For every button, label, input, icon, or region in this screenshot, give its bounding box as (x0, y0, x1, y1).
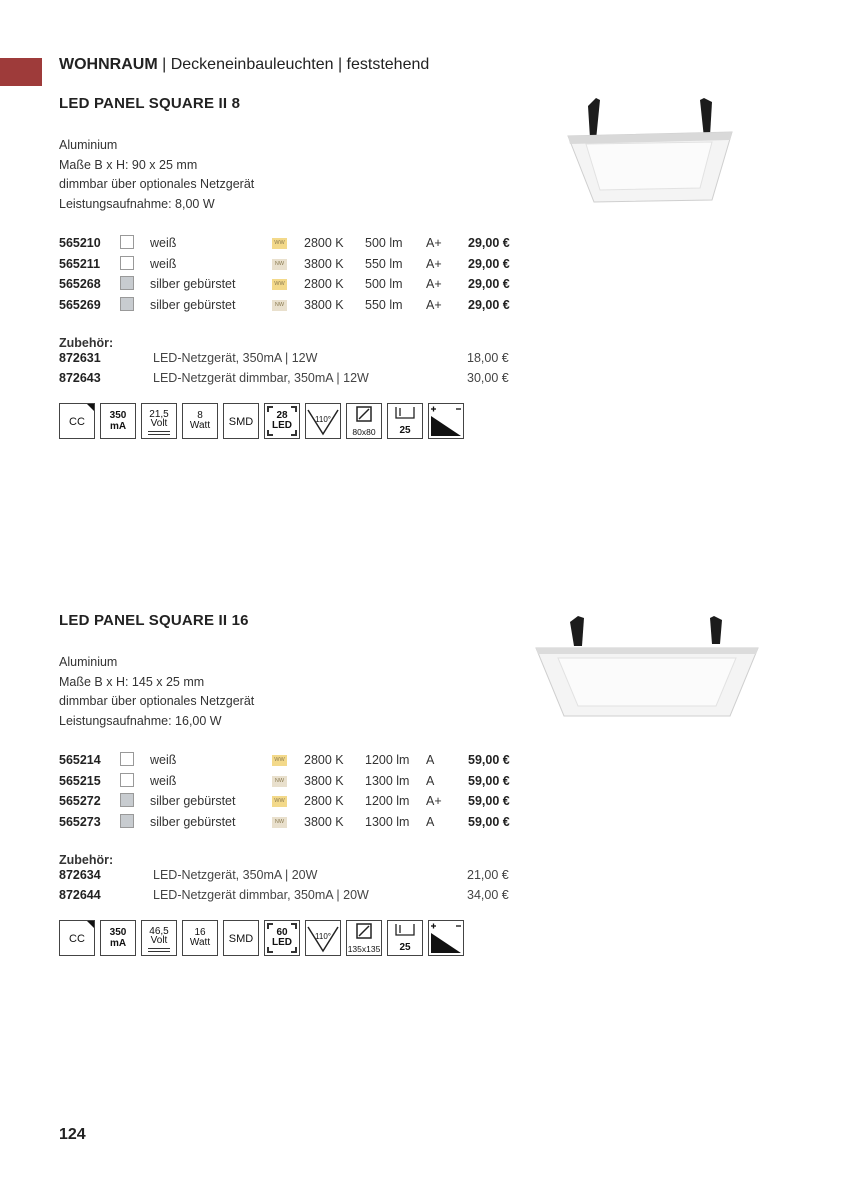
product-properties (59, 653, 779, 731)
energy-class: A+ (426, 236, 442, 250)
beam-lines-icon (306, 921, 340, 955)
luminous-flux: 1300 lm (365, 773, 410, 788)
color-temperature: 3800 K (304, 773, 344, 788)
price: 59,00 € (468, 794, 510, 808)
color-temperature: 3800 K (304, 814, 344, 829)
article-number: 565215 (59, 773, 101, 788)
beam-angle-icon (305, 920, 341, 956)
price: 29,00 € (468, 297, 510, 312)
accessory-price: 30,00 € (467, 370, 509, 385)
variant-row (59, 813, 779, 834)
article-number: 565272 (59, 794, 101, 808)
energy-class: A (426, 773, 435, 788)
color-swatch (120, 814, 134, 828)
accessory-price: 21,00 € (467, 868, 509, 882)
product-properties (59, 136, 779, 214)
icon-unit: LED (272, 937, 292, 948)
energy-class: A+ (426, 794, 442, 808)
accessory-article: 872631 (59, 351, 101, 365)
variant-row (59, 234, 779, 255)
dc-line-icon (148, 948, 170, 949)
price: 59,00 € (468, 773, 510, 788)
corner-mark-icon (291, 947, 297, 953)
page-header (59, 56, 429, 74)
cutout-icon (346, 403, 382, 439)
price: 59,00 € (468, 814, 510, 829)
icon-unit: mA (109, 938, 127, 949)
corner-mark-icon (267, 406, 273, 412)
luminous-flux: 1200 lm (365, 753, 410, 767)
color-name: silber gebürstet (150, 297, 236, 312)
accessory-article: 872634 (59, 868, 101, 882)
article-number: 565273 (59, 814, 101, 829)
accessory-row (59, 887, 779, 907)
property-line: Maße B x H: 90 x 25 mm (59, 157, 198, 172)
light-color-badge: WW (272, 796, 287, 807)
product-title: LED PANEL SQUARE II 16 (59, 612, 249, 629)
luminous-flux: 1300 lm (365, 814, 410, 829)
property-line: Aluminium (59, 138, 118, 152)
article-number: 565268 (59, 277, 101, 291)
spec-icons (59, 920, 779, 960)
installation-depth-icon (387, 920, 423, 956)
cutout-icon (346, 920, 382, 956)
icon-value: 16 (194, 927, 206, 938)
cutout-saw-icon (347, 921, 381, 941)
light-color-badge: NW (272, 776, 287, 787)
accessories-title: Zubehör: (59, 336, 114, 350)
color-swatch (120, 256, 134, 270)
color-name: weiß (150, 773, 177, 788)
variant-row (59, 255, 779, 276)
property-line: dimmbar über optionales Netzgerät (59, 694, 255, 708)
constant-current-icon (59, 403, 95, 439)
color-temperature: 2800 K (304, 277, 344, 291)
accessory-article: 872643 (59, 370, 101, 385)
energy-class: A+ (426, 256, 442, 271)
accessory-row (59, 370, 779, 390)
product-section (59, 95, 779, 443)
icon-value: 350 (109, 927, 127, 938)
color-name: silber gebürstet (150, 794, 236, 808)
color-name: silber gebürstet (150, 277, 236, 291)
accessory-price: 18,00 € (467, 351, 509, 365)
luminous-flux: 550 lm (365, 256, 403, 271)
icon-value: 28 (276, 410, 288, 421)
corner-mark-icon (291, 430, 297, 436)
color-swatch (120, 297, 134, 311)
depth-bracket-icon (388, 404, 422, 424)
property-line: Maße B x H: 145 x 25 mm (59, 674, 205, 689)
icon-label: CC (69, 416, 85, 428)
luminous-flux: 500 lm (365, 236, 403, 250)
color-swatch (120, 793, 134, 807)
property-line: Aluminium (59, 655, 118, 669)
led-count-icon (264, 920, 300, 956)
icon-value: 135x135 (347, 944, 381, 954)
variant-table (59, 751, 779, 833)
variant-row (59, 792, 779, 813)
variant-table (59, 234, 779, 316)
beam-lines-icon (306, 404, 340, 438)
icon-unit: Watt (189, 937, 211, 948)
voltage-icon (141, 403, 177, 439)
article-number: 565269 (59, 297, 101, 312)
corner-mark-icon (291, 923, 297, 929)
article-number: 565214 (59, 753, 101, 767)
icon-value: 25 (399, 425, 411, 436)
wattage-icon (182, 920, 218, 956)
cutout-saw-icon (347, 404, 381, 424)
icon-unit: LED (272, 420, 292, 431)
energy-class: A (426, 753, 435, 767)
icon-value: 21,5 (149, 409, 169, 420)
product-title: LED PANEL SQUARE II 8 (59, 95, 241, 112)
accessory-article: 872644 (59, 887, 101, 902)
color-swatch (120, 752, 134, 766)
light-color-badge: WW (272, 279, 287, 290)
accessory-description: LED-Netzgerät dimmbar, 350mA | 12W (153, 370, 369, 385)
icon-unit: Volt (150, 935, 168, 946)
installation-depth-icon (387, 403, 423, 439)
accessory-row (59, 867, 779, 887)
icon-label: CC (69, 933, 85, 945)
beam-angle-icon (305, 403, 341, 439)
product-section (59, 612, 779, 960)
dimmable-icon (428, 920, 464, 956)
icon-label: 110° (315, 932, 331, 941)
energy-class: A+ (426, 297, 442, 312)
color-name: weiß (150, 753, 177, 767)
color-swatch (120, 773, 134, 787)
variant-row (59, 751, 779, 772)
color-swatch (120, 235, 134, 249)
energy-class: A+ (426, 277, 442, 291)
color-name: silber gebürstet (150, 814, 236, 829)
page-number: 124 (59, 1126, 86, 1143)
corner-mark-icon (291, 406, 297, 412)
chapter-tab (0, 58, 42, 86)
icon-label: 110° (315, 415, 331, 424)
energy-class: A (426, 814, 435, 829)
icon-label: SMD (228, 933, 254, 945)
variant-row (59, 275, 779, 296)
luminous-flux: 550 lm (365, 297, 403, 312)
light-color-badge: NW (272, 817, 287, 828)
constant-current-icon (59, 920, 95, 956)
corner-mark-icon (267, 947, 273, 953)
header-category: WOHNRAUM (59, 56, 158, 73)
smd-icon (223, 920, 259, 956)
icon-unit: Watt (189, 420, 211, 431)
variant-row (59, 772, 779, 793)
led-count-icon (264, 403, 300, 439)
property-line: dimmbar über optionales Netzgerät (59, 177, 255, 191)
voltage-icon (141, 920, 177, 956)
light-color-badge: WW (272, 238, 287, 249)
dc-line-icon (148, 431, 170, 432)
article-number: 565211 (59, 256, 101, 271)
current-icon (100, 920, 136, 956)
luminous-flux: 1200 lm (365, 794, 410, 808)
variant-row (59, 296, 779, 317)
icon-value: 350 (109, 410, 127, 421)
icon-value: 46,5 (149, 926, 169, 937)
icon-value: 60 (276, 927, 288, 938)
property-line: Leistungsaufnahme: 16,00 W (59, 713, 222, 728)
icon-label: SMD (228, 416, 254, 428)
light-color-badge: NW (272, 259, 287, 270)
accessory-price: 34,00 € (467, 887, 509, 902)
color-temperature: 3800 K (304, 256, 344, 271)
dimmable-icon (428, 403, 464, 439)
accessories-title: Zubehör: (59, 853, 114, 867)
article-number: 565210 (59, 236, 101, 250)
accessory-row (59, 350, 779, 370)
color-name: weiß (150, 256, 177, 271)
property-line: Leistungsaufnahme: 8,00 W (59, 196, 215, 211)
dimming-ramp-icon (429, 404, 463, 438)
color-name: weiß (150, 236, 177, 250)
icon-unit: Volt (150, 418, 168, 429)
current-icon (100, 403, 136, 439)
header-path: | Deckeneinbauleuchten | feststehend (162, 56, 430, 73)
icon-value: 8 (197, 410, 203, 421)
dc-line-icon (148, 951, 170, 952)
icon-value: 25 (399, 942, 411, 953)
spec-icons (59, 403, 779, 443)
wattage-icon (182, 403, 218, 439)
color-temperature: 2800 K (304, 794, 344, 808)
icon-value: 80x80 (352, 427, 376, 437)
light-color-badge: WW (272, 755, 287, 766)
dimming-ramp-icon (429, 921, 463, 955)
depth-bracket-icon (388, 921, 422, 941)
color-temperature: 2800 K (304, 236, 344, 250)
price: 29,00 € (468, 277, 510, 291)
accessory-description: LED-Netzgerät, 350mA | 20W (153, 868, 318, 882)
icon-unit: mA (109, 421, 127, 432)
light-color-badge: NW (272, 300, 287, 311)
luminous-flux: 500 lm (365, 277, 403, 291)
corner-mark-icon (267, 923, 273, 929)
dc-line-icon (148, 434, 170, 435)
corner-triangle-icon (86, 920, 95, 929)
color-temperature: 3800 K (304, 297, 344, 312)
corner-triangle-icon (86, 403, 95, 412)
color-temperature: 2800 K (304, 753, 344, 767)
price: 59,00 € (468, 753, 510, 767)
corner-mark-icon (267, 430, 273, 436)
accessory-description: LED-Netzgerät, 350mA | 12W (153, 351, 318, 365)
smd-icon (223, 403, 259, 439)
price: 29,00 € (468, 256, 510, 271)
accessory-description: LED-Netzgerät dimmbar, 350mA | 20W (153, 887, 369, 902)
color-swatch (120, 276, 134, 290)
price: 29,00 € (468, 236, 510, 250)
